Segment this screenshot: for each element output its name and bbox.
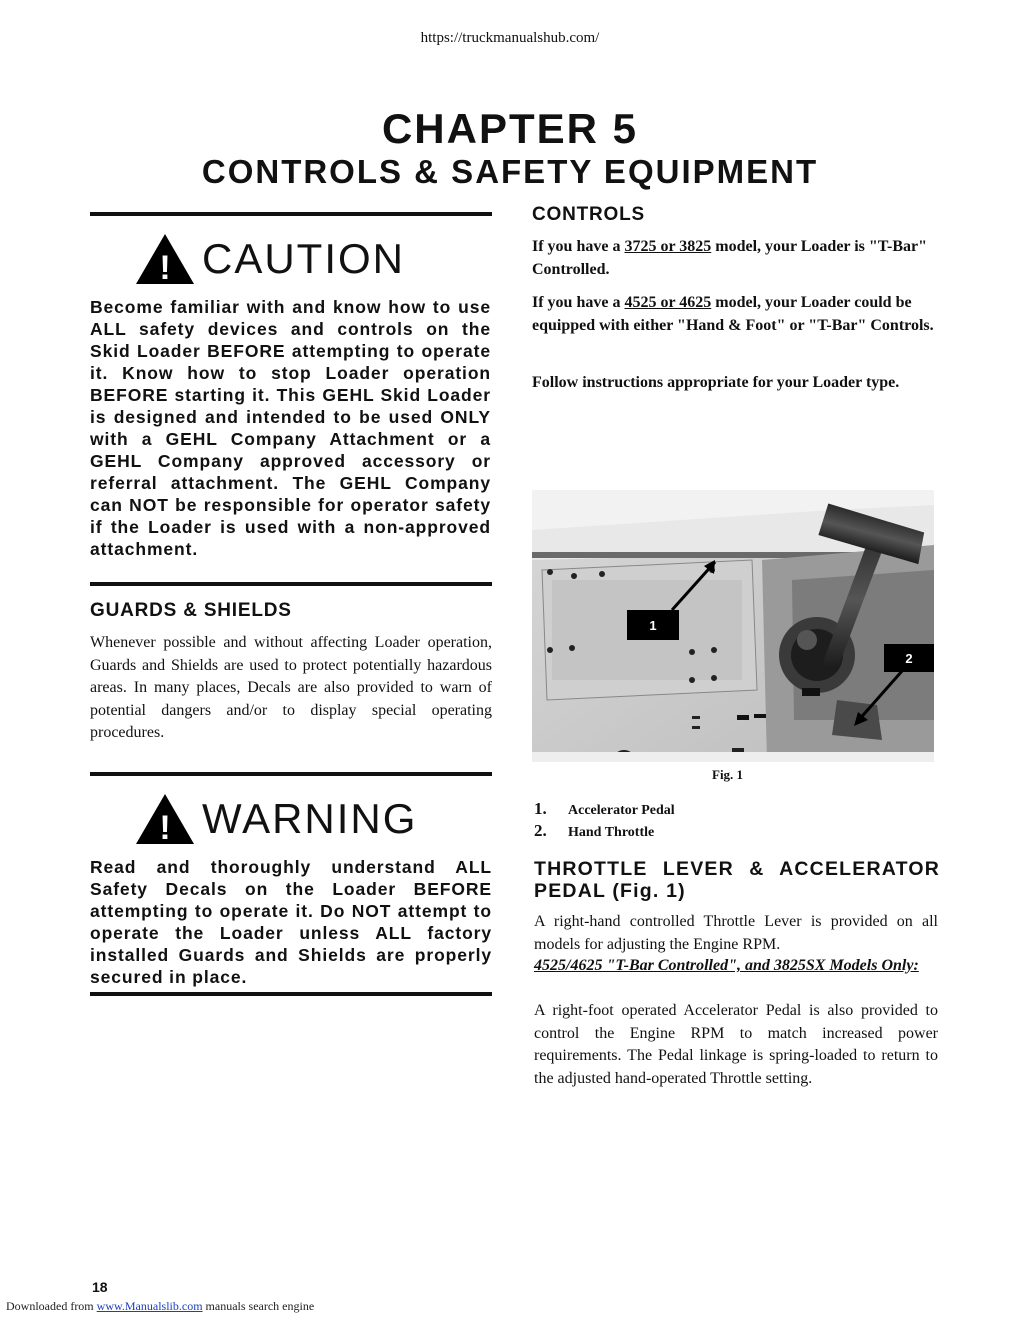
manualslib-link[interactable]: www.Manualslib.com [96,1299,203,1313]
controls-paragraph-1 [532,236,936,281]
caution-signal-word [134,232,405,286]
warning-top-rule [90,772,492,776]
warning-signal-word [134,792,417,846]
warning-alert-icon [134,792,196,846]
legend-number: 2. [534,821,547,840]
throttle-paragraph-1: A right-hand controlled Throttle Lever is provided on all models for adjusting the Engine RPM. [534,913,938,953]
legend-item [534,821,675,841]
figure-callout-2: 2 [884,644,934,672]
caution-text: Become familiar with and know how to use ALL safety devices and controls on the Skid Loader BEFORE attempting to operate it. Know how to stop Loader operation BEFORE starting it. This GEHL Skid Loader is designed and intended to be used ONLY with a GEHL Company Attachment or a GEHL Company approved accessory or referral attachment. The GEHL Company can NOT be responsible for operator safety if the Loader is used with a non-approved attachment. [90,297,491,559]
page-number: 18 [92,1279,108,1295]
figure-legend [534,799,675,841]
legend-number: 1. [534,799,547,818]
caution-alert-icon [134,232,196,286]
chapter-number: CHAPTER 5 [381,105,639,152]
throttle-subheading [534,956,938,976]
warning-word: WARNING [202,795,418,842]
caution-alert-symbol: ! [159,249,171,286]
source-url: https://truckmanualshub.com/ [420,30,600,46]
legend-item [534,799,675,819]
warning-bottom-rule [90,992,492,996]
caution-top-rule [90,212,492,216]
controls-p2-pre: If you have a [532,294,625,311]
caution-word: CAUTION [202,235,405,282]
controls-paragraph-2 [532,292,936,337]
figure-caption: Fig. 1 [712,767,744,782]
warning-text: Read and thoroughly understand ALL Safety Decals on the Loader BEFORE attempting to operate it. Do NOT attempt to operate the Loader unless ALL factory installed Guards and Shields are properly secured in place. [90,857,492,987]
guards-top-rule [90,582,492,586]
footer-prefix: Downloaded from [6,1299,94,1313]
controls-p2-post: model, your Loader could be equipped with either "Hand & Foot" or "T-Bar" Controls. [532,294,934,334]
legend-label: Accelerator Pedal [568,803,675,818]
controls-paragraph-3: Follow instructions appropriate for your Loader type. [532,374,900,391]
throttle-pedal-photo [532,490,934,762]
download-footer [6,1299,314,1314]
controls-p1-post: model, your Loader is "T-Bar" Controlled. [532,238,927,278]
controls-heading: CONTROLS [532,204,646,225]
throttle-subheading-text: 4525/4625 "T-Bar Controlled", and 3825SX Models Only: [534,957,919,974]
throttle-heading: THROTTLE LEVER & ACCELERATOR PEDAL (Fig. 1) [534,858,940,902]
controls-p2-model: 4525 or 4625 [624,294,712,311]
legend-label: Hand Throttle [568,825,655,840]
chapter-title: CONTROLS & SAFETY EQUIPMENT [201,153,819,190]
controls-p1-model: 3725 or 3825 [624,238,712,255]
guards-text: Whenever possible and without affecting Loader operation, Guards and Shields are used to protect potentially hazardous areas. In many places, Decals are also provided to warn of potential dangers and/or to display special operating procedures. [90,634,492,741]
photo-illustration [532,490,934,762]
warning-alert-symbol: ! [159,809,171,846]
footer-tagline: manuals search engine [202,1299,315,1313]
throttle-paragraph-2: A right-foot operated Accelerator Pedal is also provided to control the Engine RPM to match increased power requirements. The Pedal linkage is spring-loaded to return to the adjusted hand-operated Throttle setting. [534,1002,938,1087]
figure-callout-1: 1 [627,610,679,640]
controls-p1-pre: If you have a [532,238,625,255]
guards-heading: GUARDS & SHIELDS [90,600,292,621]
